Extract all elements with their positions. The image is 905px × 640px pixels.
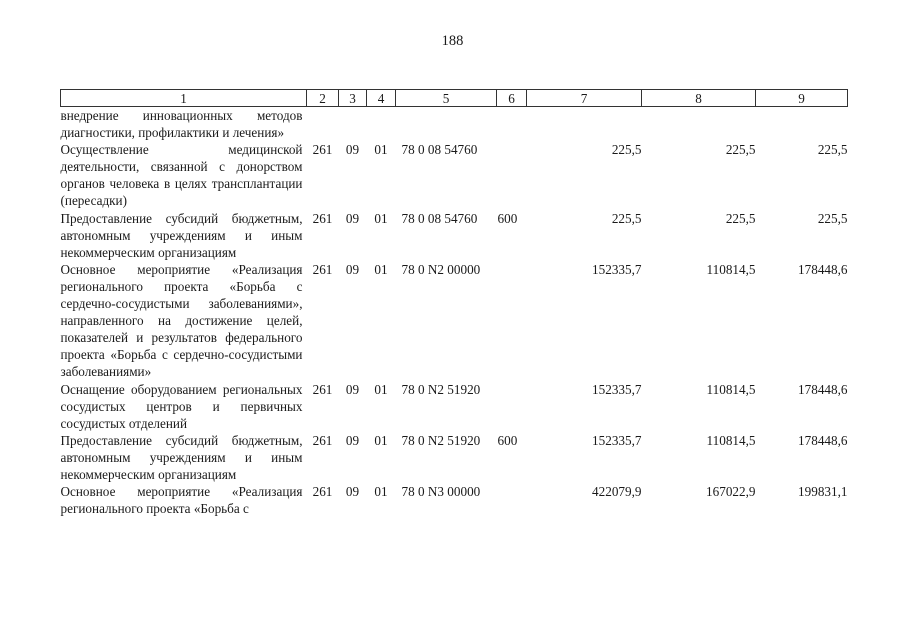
column-header-3: 3 xyxy=(339,90,367,107)
row-code-4: 01 xyxy=(374,381,388,397)
row-code-6 xyxy=(497,381,527,432)
row-value-7: 225,5 xyxy=(611,142,642,158)
row-value-9: 199831,1 xyxy=(798,484,848,500)
row-name: Оснащение оборудованием региональных сосудистых центров и первичных сосудистых отделений xyxy=(60,381,303,431)
row-name: Основное мероприятие «Реализация регионального проекта «Борьба с сердечно-сосудистыми заболеваниями», направленного на достижение целей, показателей и результатов федерального проекта «Борьба с сердечно-сосудистыми заболеваниями» xyxy=(60,261,303,380)
row-name: внедрение инновационных методов диагностики, профилактики и лечения» xyxy=(60,108,303,141)
row-code-2: 261 xyxy=(312,432,333,448)
table-header-row xyxy=(61,90,848,107)
row-code-4: 01 xyxy=(374,432,388,448)
row-value-7 xyxy=(527,107,642,142)
row-value-8: 110814,5 xyxy=(706,261,756,277)
row-code-3: 09 xyxy=(345,432,360,448)
column-header-1: 1 xyxy=(61,90,307,107)
row-code-4 xyxy=(367,107,396,142)
column-header-7: 7 xyxy=(527,90,642,107)
row-code-5: 78 0 N2 00000 xyxy=(401,261,481,277)
row-value-7: 152335,7 xyxy=(592,432,642,448)
table-row xyxy=(61,141,848,209)
row-name: Предоставление субсидий бюджетным, автономным учреждениям и иным некоммерческим организациям xyxy=(60,432,303,482)
row-value-7: 152335,7 xyxy=(592,261,642,277)
row-value-8: 225,5 xyxy=(725,142,756,158)
budget-table xyxy=(60,89,848,517)
row-code-4: 01 xyxy=(374,484,388,500)
row-code-6: 600 xyxy=(497,432,518,448)
column-header-9: 9 xyxy=(756,90,848,107)
row-value-9: 225,5 xyxy=(817,210,848,226)
row-value-8: 110814,5 xyxy=(706,432,756,448)
row-code-6 xyxy=(497,261,527,381)
row-code-3: 09 xyxy=(345,484,360,500)
column-header-5: 5 xyxy=(396,90,497,107)
row-code-4: 01 xyxy=(374,142,388,158)
row-code-2: 261 xyxy=(312,484,333,500)
page-number: 188 xyxy=(441,33,464,49)
row-code-3 xyxy=(339,107,367,142)
row-code-5: 78 0 08 54760 xyxy=(401,210,478,226)
row-value-9: 178448,6 xyxy=(798,432,848,448)
table-row xyxy=(61,210,848,261)
row-code-5: 78 0 N2 51920 xyxy=(401,432,481,448)
row-code-3: 09 xyxy=(345,142,360,158)
row-code-2: 261 xyxy=(312,210,333,226)
row-value-7: 152335,7 xyxy=(592,381,642,397)
row-code-3: 09 xyxy=(345,210,360,226)
row-code-6 xyxy=(497,107,527,142)
column-header-4: 4 xyxy=(367,90,396,107)
table-row xyxy=(61,381,848,432)
table-row xyxy=(61,432,848,483)
row-value-9: 178448,6 xyxy=(798,381,848,397)
row-code-5 xyxy=(396,107,497,142)
row-code-3: 09 xyxy=(345,381,360,397)
row-code-5: 78 0 N2 51920 xyxy=(401,381,481,397)
row-code-3: 09 xyxy=(345,261,360,277)
row-code-4: 01 xyxy=(374,210,388,226)
row-name: Основное мероприятие «Реализация регионального проекта «Борьба с xyxy=(60,484,303,517)
row-code-2: 261 xyxy=(312,261,333,277)
row-code-2: 261 xyxy=(312,142,333,158)
column-header-8: 8 xyxy=(642,90,756,107)
row-code-5: 78 0 N3 00000 xyxy=(401,484,481,500)
column-header-6: 6 xyxy=(497,90,527,107)
row-value-7: 422079,9 xyxy=(592,484,642,500)
table-row xyxy=(61,261,848,381)
column-header-2: 2 xyxy=(307,90,339,107)
row-value-9: 178448,6 xyxy=(798,261,848,277)
row-code-6: 600 xyxy=(497,210,518,226)
row-value-8 xyxy=(642,107,756,142)
row-code-2: 261 xyxy=(312,381,333,397)
row-value-8: 225,5 xyxy=(725,210,756,226)
table-body xyxy=(61,107,848,518)
row-code-4: 01 xyxy=(374,261,388,277)
table-row xyxy=(61,483,848,517)
row-value-8: 167022,9 xyxy=(706,484,756,500)
row-value-9: 225,5 xyxy=(817,142,848,158)
row-code-5: 78 0 08 54760 xyxy=(401,142,478,158)
row-code-6 xyxy=(497,483,527,517)
row-code-2 xyxy=(307,107,339,142)
table-row xyxy=(61,107,848,142)
row-value-8: 110814,5 xyxy=(706,381,756,397)
row-value-9 xyxy=(756,107,848,142)
row-name: Осуществление медицинской деятельности, связанной с донорством органов человека в целях трансплантации (пересадки) xyxy=(60,142,303,209)
row-code-6 xyxy=(497,141,527,209)
row-value-7: 225,5 xyxy=(611,210,642,226)
row-name: Предоставление субсидий бюджетным, автономным учреждениям и иным некоммерческим организациям xyxy=(60,210,303,260)
